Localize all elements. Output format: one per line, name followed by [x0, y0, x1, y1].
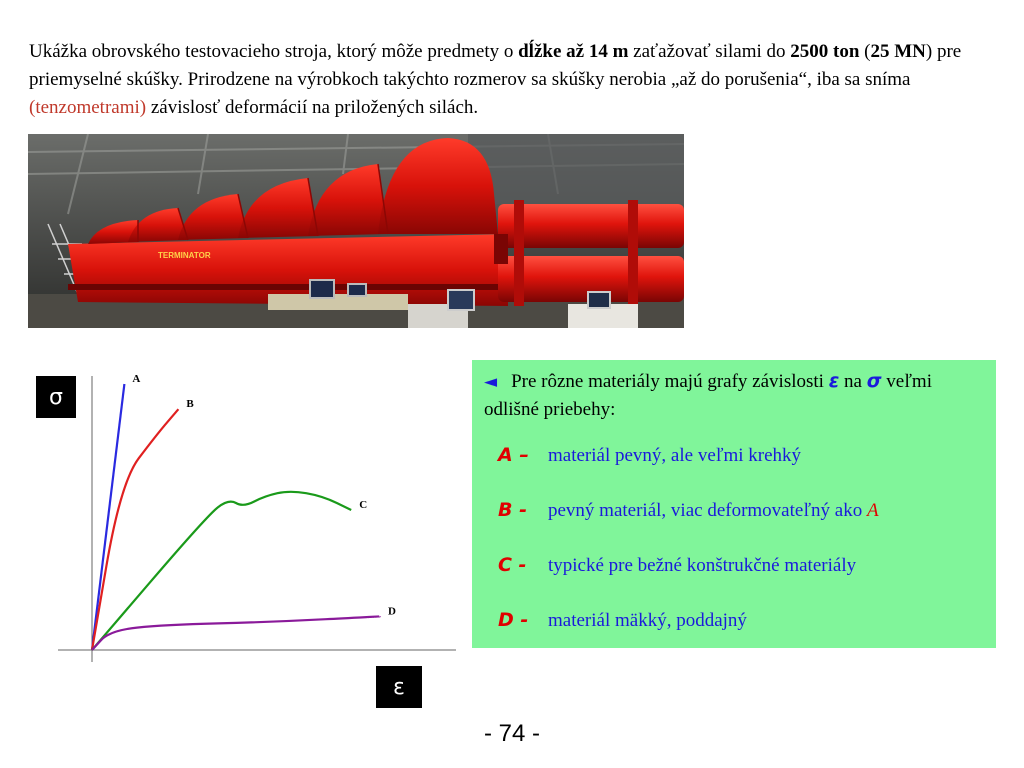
curve-a	[92, 384, 124, 650]
legend-key-a: A –	[498, 444, 529, 466]
legend-lead-text-3: veľmi odlišné priebehy:	[484, 371, 932, 420]
intro-text-5: závislosť deformácií na priložených silách.	[146, 97, 479, 118]
materials-legend	[472, 360, 996, 648]
intro-text-3: (	[859, 41, 871, 62]
legend-text-d: materiál mäkký, poddajný	[548, 610, 747, 631]
testing-machine-photo	[28, 134, 684, 328]
machine-logo-text: TERMINATOR	[158, 251, 211, 260]
epsilon-axis-label	[376, 666, 422, 708]
curve-label-d: D	[388, 605, 396, 618]
intro-paragraph	[29, 38, 989, 122]
legend-row-d	[484, 606, 984, 635]
curve-d	[92, 616, 380, 650]
legend-text-b-tail: A	[866, 500, 879, 521]
legend-epsilon: ε	[828, 370, 840, 392]
legend-text-b: pevný materiál, viac deformovateľný ako	[548, 500, 867, 521]
sigma-axis-label	[36, 376, 76, 418]
legend-key-d: D -	[498, 609, 529, 631]
legend-row-a	[484, 441, 984, 470]
legend-text-a: materiál pevný, ale veľmi krehký	[548, 445, 802, 466]
legend-text-c: typické pre bežné konštrukčné materiály	[548, 555, 857, 576]
curve-label-c: C	[359, 499, 368, 511]
intro-text-2: zaťažovať silami do	[628, 41, 791, 62]
page-number: - 74 -	[483, 720, 540, 747]
intro-bold-mn: 25 MN	[870, 41, 926, 62]
intro-bold-length: dĺžke až 14 m	[518, 41, 629, 62]
curve-label-b: B	[186, 398, 194, 411]
curve-b	[92, 409, 178, 650]
curve-label-a: A	[132, 373, 141, 385]
legend-lead-text-2: na	[839, 371, 867, 392]
legend-row-c	[484, 551, 984, 580]
sigma-symbol: σ	[49, 384, 63, 410]
epsilon-symbol: ε	[393, 674, 405, 700]
intro-text-1: Ukážka obrovského testovacieho stroja, ktorý môže predmety o	[29, 41, 519, 62]
legend-sigma: σ	[866, 370, 882, 392]
legend-lead-text-1: Pre rôzne materiály majú grafy závislosti	[511, 371, 829, 392]
legend-rows	[484, 441, 984, 635]
left-arrow-icon: ◄	[484, 372, 498, 392]
legend-key-c: C -	[498, 554, 527, 576]
curve-c	[92, 492, 351, 650]
legend-lead	[484, 368, 984, 423]
legend-key-b: B -	[498, 499, 527, 521]
legend-row-b	[484, 496, 984, 525]
intro-bold-tons: 2500 ton	[790, 41, 860, 62]
intro-text-4: ) pre priemyselné skúšky. Prirodzene na výrobkoch takýchto rozmerov sa skúšky nerobia „až do porušenia“, iba sa sníma	[29, 41, 962, 90]
intro-highlight: (tenzometrami)	[29, 97, 147, 118]
